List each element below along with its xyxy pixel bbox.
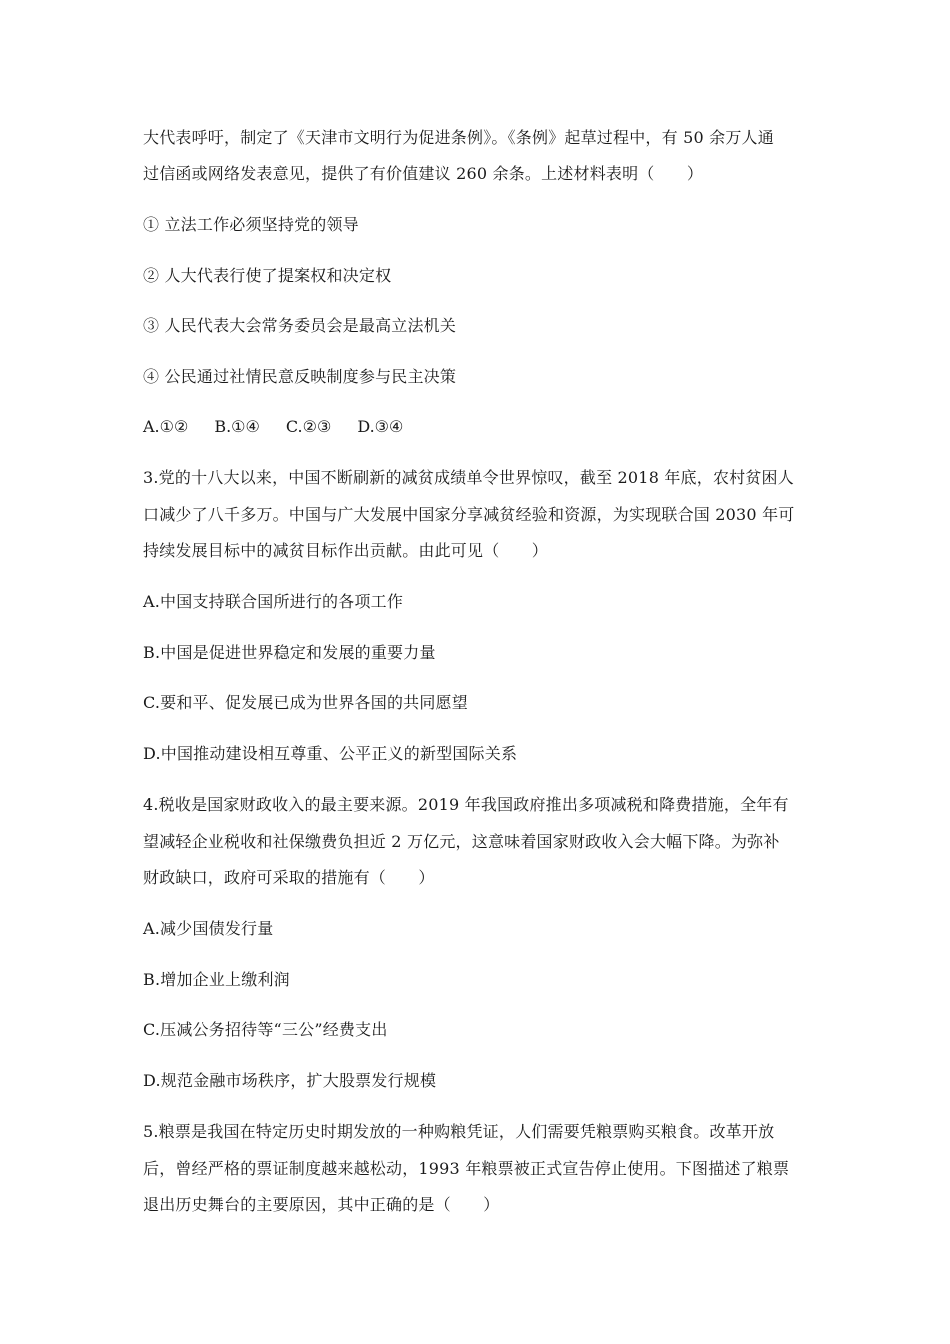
q5-stem-line-2: 后，曾经严格的票证制度越来越松动，1993 年粮票被正式宣告停止使用。下图描述了粮票	[143, 1159, 790, 1178]
q3-stem-line-2: 口减少了八千多万。中国与广大发展中国家分享减贫经验和资源，为实现联合国 2030 年可	[143, 505, 795, 524]
q2-option-b: B.①④	[214, 417, 260, 436]
q2-stem-line-2: 过信函或网络发表意见，提供了有价值建议 260 余条。上述材料表明（ ）	[143, 164, 704, 183]
q2-stem-line-1: 大代表呼吁，制定了《天津市文明行为促进条例》。《条例》起草过程中，有 50 余万人通	[143, 128, 774, 147]
q3-stem-line-3: 持续发展目标中的减贫目标作出贡献。由此可见（ ）	[143, 541, 549, 560]
q3-option-b: B.中国是促进世界稳定和发展的重要力量	[143, 643, 436, 662]
q3-option-d: D.中国推动建设相互尊重、公平正义的新型国际关系	[143, 744, 518, 763]
q2-statement-3: ③ 人民代表大会常务委员会是最高立法机关	[143, 316, 457, 335]
q3-option-a: A.中国支持联合国所进行的各项工作	[143, 592, 404, 611]
q2-option-d: D.③④	[357, 417, 404, 436]
q2-statement-4: ④ 公民通过社情民意反映制度参与民主决策	[143, 367, 457, 386]
q4-stem-line-1: 4.税收是国家财政收入的最主要来源。2019 年我国政府推出多项减税和降费措施，全年有	[143, 795, 789, 814]
q3-stem-line-1: 3.党的十八大以来，中国不断刷新的减贫成绩单令世界惊叹，截至 2018 年底，农村贫困人	[143, 468, 794, 487]
q4-option-a: A.减少国债发行量	[143, 919, 274, 938]
q4-stem-line-2: 望减轻企业税收和社保缴费负担近 2 万亿元，这意味着国家财政收入会大幅下降。为弥补	[143, 832, 780, 851]
q5-stem-line-1: 5.粮票是我国在特定历史时期发放的一种购粮凭证，人们需要凭粮票购买粮食。改革开放	[143, 1122, 775, 1141]
q5-stem-line-3: 退出历史舞台的主要原因，其中正确的是（ ）	[143, 1195, 500, 1214]
q2-statement-1: ① 立法工作必须坚持党的领导	[143, 215, 359, 234]
q2-options	[143, 417, 403, 437]
q4-stem-line-3: 财政缺口，政府可采取的措施有（ ）	[143, 868, 435, 887]
q4-option-d: D.规范金融市场秩序，扩大股票发行规模	[143, 1071, 437, 1090]
q2-statement-2: ② 人大代表行使了提案权和决定权	[143, 266, 392, 285]
q3-option-c: C.要和平、促发展已成为世界各国的共同愿望	[143, 693, 468, 712]
q2-option-a: A.①②	[143, 417, 189, 436]
q4-option-b: B.增加企业上缴利润	[143, 970, 290, 989]
q4-option-c: C.压减公务招待等“三公”经费支出	[143, 1020, 388, 1039]
q2-option-c: C.②③	[285, 417, 332, 436]
